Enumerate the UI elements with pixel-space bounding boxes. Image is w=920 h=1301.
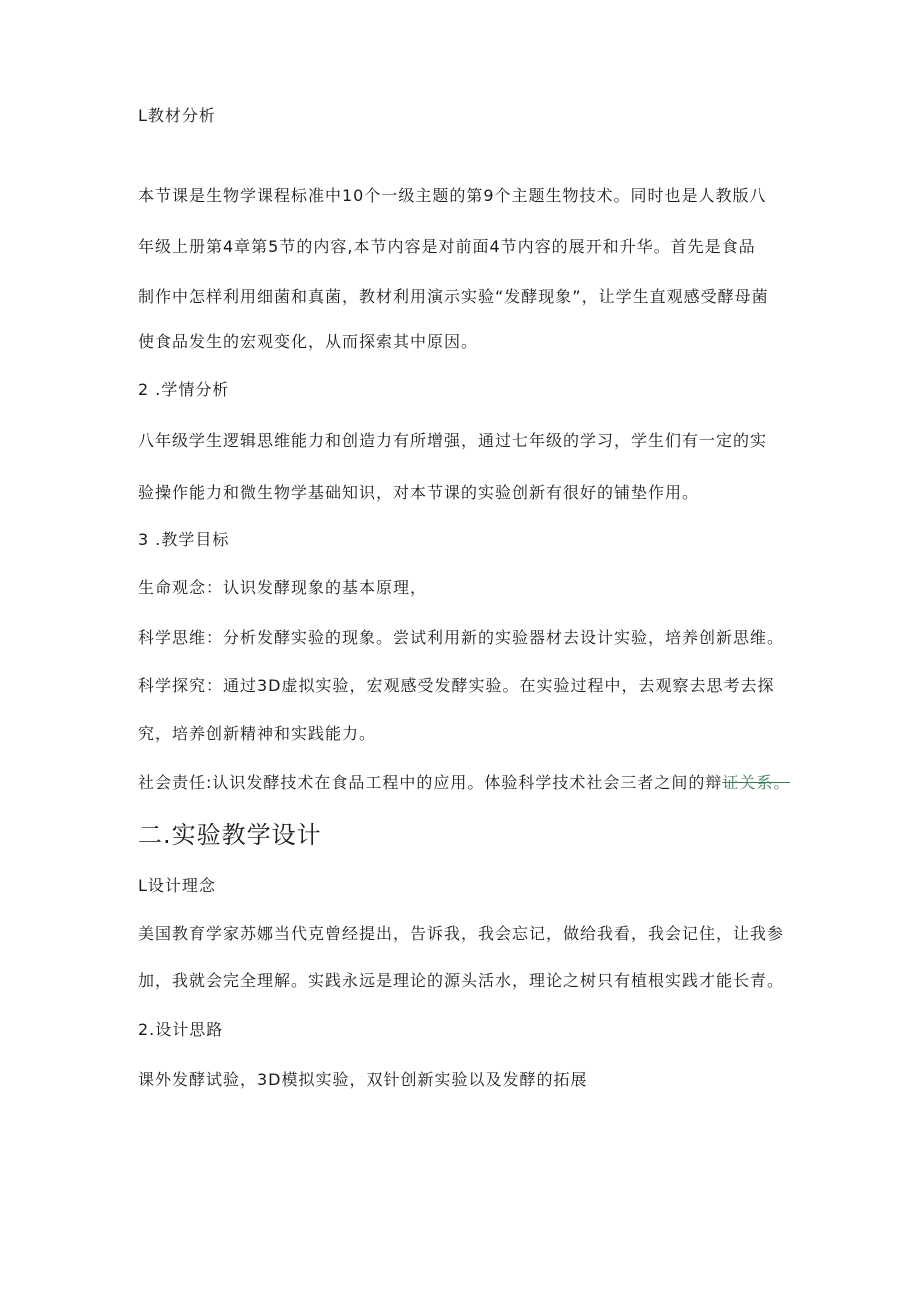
section-heading-design-idea: 2.设计思路 — [138, 1020, 224, 1039]
paragraph-line: 本节课是生物学课程标准中10个一级主题的第9个主题生物技术。同时也是人教版八 — [138, 186, 767, 205]
section-heading-textbook-analysis: L教材分析 — [138, 106, 216, 125]
goal-social-text: 社会责任:认识发酵技术在食品工程中的应用。体验科学技术社会三者之间的辩 — [138, 773, 723, 792]
paragraph-line: 使食品发生的宏观变化，从而探索其中原因。 — [138, 332, 479, 351]
paragraph-line: 制作中怎样利用细菌和真菌，教材利用演示实验“发酵现象”，让学生直观感受酵母菌 — [138, 287, 769, 306]
paragraph-line: 课外发酵试验，3D模拟实验，双针创新实验以及发酵的拓展 — [138, 1070, 588, 1089]
paragraph-line: 八年级学生逻辑思维能力和创造力有所增强，通过七年级的学习，学生们有一定的实 — [138, 431, 768, 450]
paragraph-line: 年级上册第4章第5节的内容,本节内容是对前面4节内容的展开和升华。首先是食品 — [138, 237, 756, 256]
goal-scientific-inquiry-cont: 究，培养创新精神和实践能力。 — [138, 724, 377, 743]
struck-text: 证关系。 — [722, 773, 791, 792]
paragraph-line: 美国教育学家苏娜当代克曾经提出，告诉我，我会忘记，做给我看，我会记住，让我参 — [138, 924, 785, 943]
goal-social-responsibility — [138, 773, 790, 793]
goal-scientific-thinking: 科学思维：分析发酵实验的现象。尝试利用新的实验器材去设计实验，培养创新思维。 — [138, 628, 785, 647]
goal-life-concept: 生命观念：认识发酵现象的基本原理， — [138, 578, 428, 597]
paragraph-line: 加，我就会完全理解。实践永远是理论的源头活水，理论之树只有植根实践才能长青。 — [138, 971, 785, 990]
section-heading-teaching-goals: 3 .教学目标 — [138, 530, 230, 549]
chapter-title-experiment-design: 二.实验教学设计 — [138, 821, 322, 849]
section-heading-student-analysis: 2 .学情分析 — [138, 380, 230, 399]
paragraph-line: 验操作能力和微生物学基础知识，对本节课的实验创新有很好的铺垫作用。 — [138, 483, 700, 502]
goal-scientific-inquiry: 科学探究：通过3D虚拟实验，宏观感受发酵实验。在实验过程中，去观察去思考去探 — [138, 676, 775, 695]
section-heading-design-concept: L设计理念 — [138, 876, 216, 895]
